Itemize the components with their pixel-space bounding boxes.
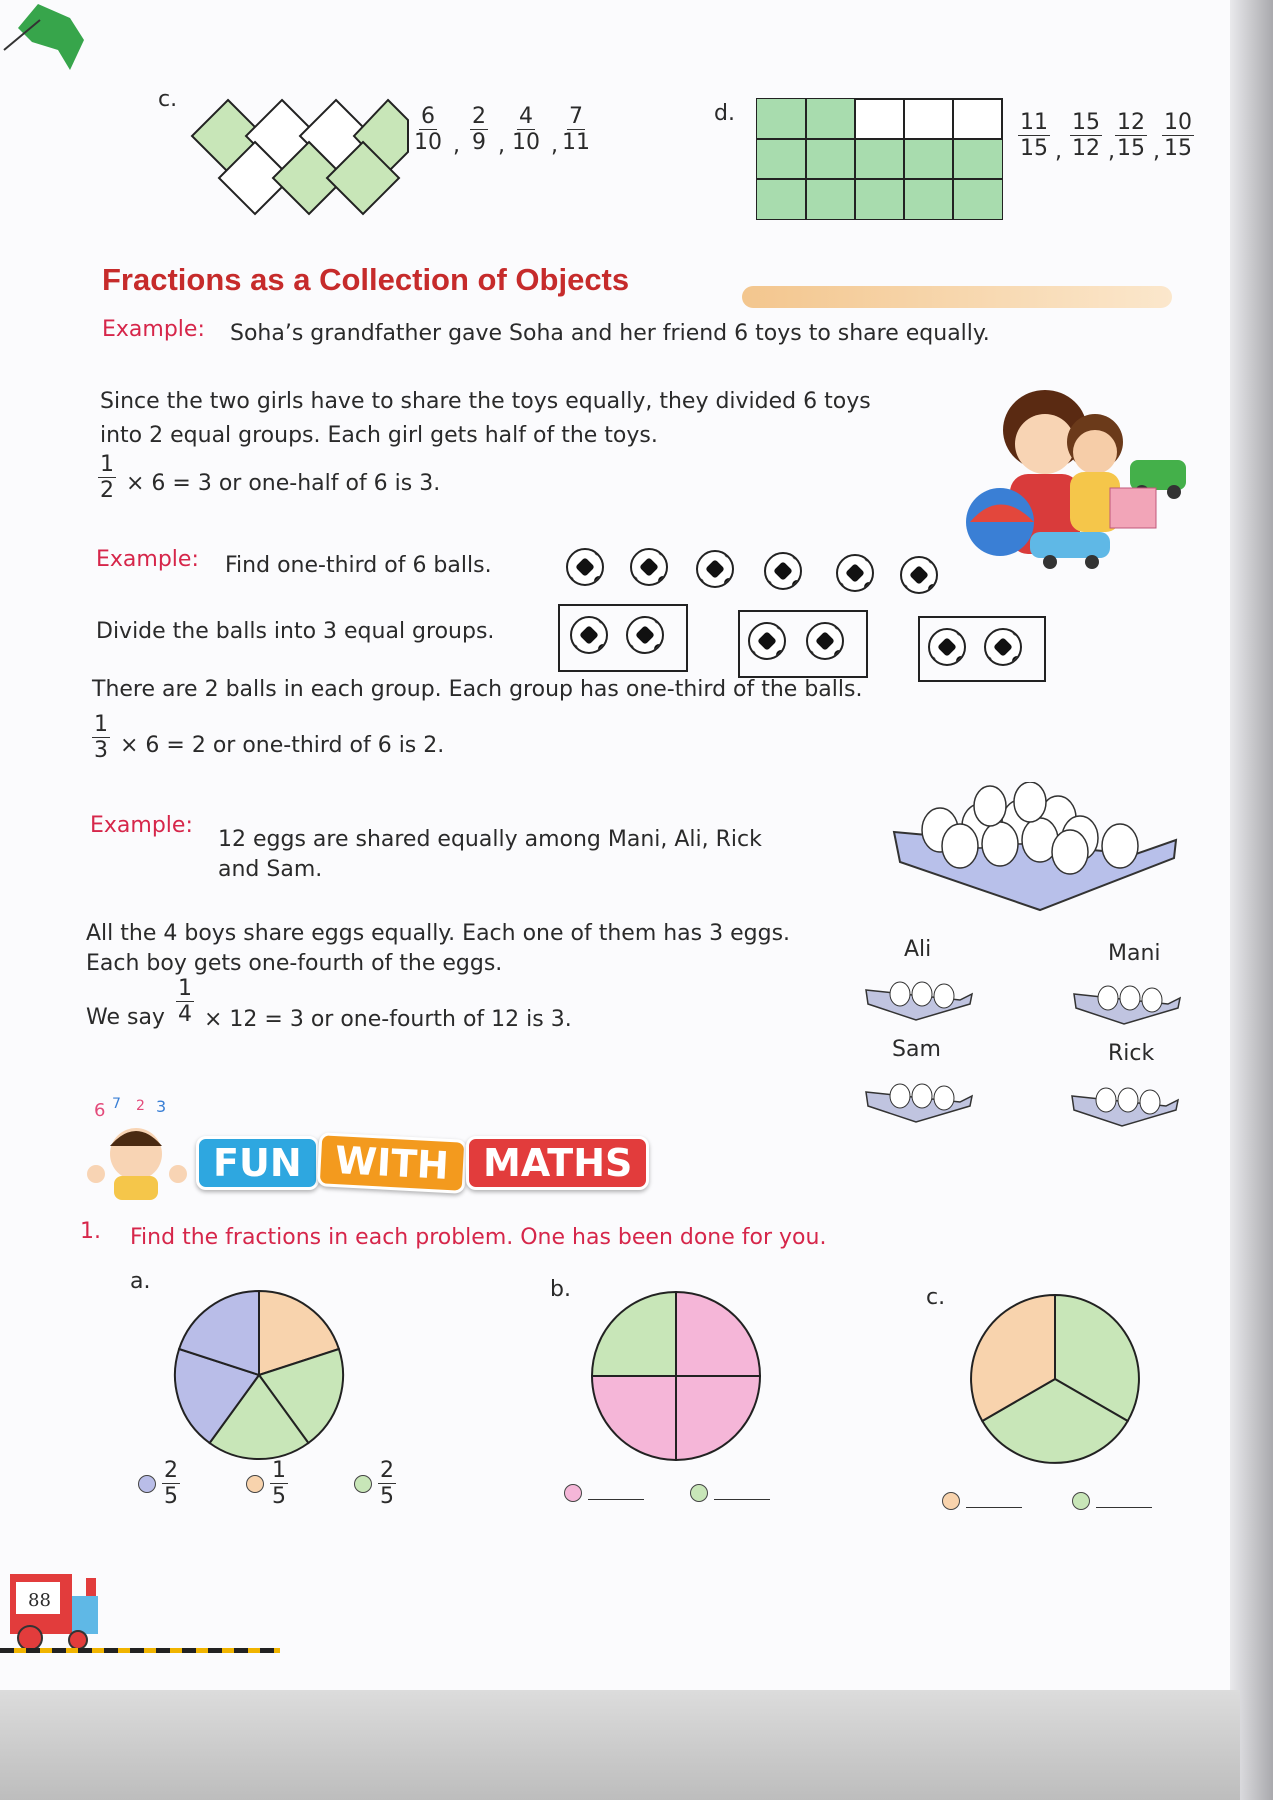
example-line: Since the two girls have to share the toys equally, they divided 6 toys xyxy=(100,389,871,414)
rail-track xyxy=(0,1648,280,1653)
answer-blank[interactable] xyxy=(588,1487,644,1500)
exercise-c-label: c. xyxy=(158,87,178,112)
fraction-one-fourth: $\frac{1}{4}$ xyxy=(178,976,192,1028)
soccer-ball-icon xyxy=(748,622,786,660)
example-result: × 6 = 3 or one-half of 6 is 3. xyxy=(126,471,441,496)
heading-underline xyxy=(742,286,1172,308)
fraction-option: $\frac{15}{12}$ xyxy=(1072,110,1100,162)
boy-name: Sam xyxy=(892,1037,941,1062)
fraction-option: $\frac{4}{10}$ xyxy=(512,104,540,156)
soccer-ball-icon xyxy=(984,628,1022,666)
train-engine-icon xyxy=(6,1564,116,1654)
example-line: Each boy gets one-fourth of the eggs. xyxy=(86,951,503,976)
soccer-ball-icon xyxy=(836,554,874,592)
example-line: into 2 equal groups. Each girl gets half of the toys. xyxy=(100,423,658,448)
small-egg-tray-icon xyxy=(1070,1076,1180,1128)
soccer-ball-icon xyxy=(900,556,938,594)
answer-blank[interactable] xyxy=(714,1487,770,1500)
green-dot-icon xyxy=(354,1475,372,1493)
small-egg-tray-icon xyxy=(864,1072,974,1124)
green-dot-icon xyxy=(1072,1492,1090,1510)
fraction-one-half: $\frac{1}{2}$ xyxy=(100,452,114,504)
svg-text:7: 7 xyxy=(112,1096,121,1112)
egg-tray-icon xyxy=(890,782,1180,912)
example-text: Find one-third of 6 balls. xyxy=(225,553,492,578)
soccer-ball-icon xyxy=(928,628,966,666)
example-line: 12 eggs are shared equally among Mani, Ali, Rick xyxy=(218,827,762,852)
example-label: Example: xyxy=(96,547,199,572)
orange-dot-icon xyxy=(942,1492,960,1510)
boy-name: Mani xyxy=(1108,941,1161,966)
fun-banner-word: MATHS xyxy=(466,1136,649,1190)
book-spine-shadow xyxy=(1230,0,1273,1800)
fraction-option: $\frac{6}{10}$ xyxy=(414,104,442,156)
orange-dot-icon xyxy=(246,1475,264,1493)
diamond-shape-figure xyxy=(190,98,410,216)
answer-option-orange[interactable]: $\frac{1}{5}$ xyxy=(246,1458,288,1510)
fraction-option: $\frac{7}{11}$ xyxy=(562,104,590,156)
pie-b xyxy=(588,1288,764,1464)
example-label: Example: xyxy=(102,317,205,342)
soccer-ball-icon xyxy=(626,616,664,654)
answer-option-green[interactable]: $\frac{2}{5}$ xyxy=(354,1458,396,1510)
small-egg-tray-icon xyxy=(1072,974,1182,1026)
soccer-ball-icon xyxy=(566,548,604,586)
fraction-option: $\frac{11}{15}$ xyxy=(1020,110,1048,162)
answer-option-pink[interactable] xyxy=(564,1484,644,1502)
pink-dot-icon xyxy=(564,1484,582,1502)
answer-option-orange[interactable] xyxy=(942,1492,1022,1510)
svg-text:2: 2 xyxy=(136,1098,145,1114)
fraction-option: $\frac{10}{15}$ xyxy=(1164,110,1192,162)
example-result: × 12 = 3 or one-fourth of 12 is 3. xyxy=(204,1007,572,1032)
example-line: There are 2 balls in each group. Each group has one-third of the balls. xyxy=(92,677,863,702)
girls-with-toys-illustration xyxy=(950,372,1200,582)
boy-name: Ali xyxy=(904,937,932,962)
example-line: Divide the balls into 3 equal groups. xyxy=(96,619,495,644)
soccer-ball-icon xyxy=(806,622,844,660)
answer-option-green[interactable] xyxy=(1072,1492,1152,1510)
part-label: a. xyxy=(130,1269,151,1294)
textbook-page: c. $\frac{6}{10}$ , $\frac{2}{9}$ , $\frac{4}{10}$ , $\frac{7}{11}$ d. $\frac{11}{15}$ , $\frac{15}{12}$ , $\frac{12}{15}$ , $\frac{10}{15}$ Fractions as a Collection of Objects Example: Soha’s grandfather gave Soha and her friend 6 toys to share equally. Since the two girls have to share the toys equally, they divided 6 toys into 2 equal groups. Each girl gets half of the toys. $\frac{1}{2}$ × 6 = 3 or one-half of 6 is 3. Example: Find one-third of 6 balls. Divide the balls into 3 equal groups. There are 2 balls in each group. Each group has one-third of the balls. $\frac{1}{3}$ × 6 = 2 or one-third of 6 is 2. Example: 12 eggs are shared equally among Mani, Ali, Rick and Sam. All the 4 boys share eggs equally. Each one of them has 3 eggs. Each boy gets one-fourth of the eggs. We say $\frac{1}{4}$ × 12 = 3 or one-fourth of 12 is 3. Ali Mani Sam Rick 6 7 2 3 FUN WITH MATHS 1. Find the fractions in each problem. One has been done for you. a. $\frac{2}{5}$ $\frac{1}{5}$ $\frac{2}{5}$ b. c. 88 xyxy=(0,0,1240,1690)
pie-c xyxy=(968,1292,1142,1466)
part-label: b. xyxy=(550,1277,571,1302)
fraction-one-third: $\frac{1}{3}$ xyxy=(94,712,108,764)
soccer-ball-icon xyxy=(764,552,802,590)
page-number: 88 xyxy=(28,1590,51,1611)
example-line: and Sam. xyxy=(218,857,323,882)
boy-name: Rick xyxy=(1108,1041,1155,1066)
answer-blank[interactable] xyxy=(966,1495,1022,1508)
fraction-option: $\frac{2}{9}$ xyxy=(472,104,486,156)
soccer-ball-icon xyxy=(696,550,734,588)
answer-option-green[interactable] xyxy=(690,1484,770,1502)
flag-corner-icon xyxy=(0,0,100,80)
grid-figure xyxy=(756,98,1004,222)
green-dot-icon xyxy=(690,1484,708,1502)
example-label: Example: xyxy=(90,813,193,838)
question-text: Find the fractions in each problem. One has been done for you. xyxy=(130,1225,827,1250)
answer-blank[interactable] xyxy=(1096,1495,1152,1508)
boy-mascot-icon xyxy=(84,1094,192,1204)
soccer-ball-icon xyxy=(630,548,668,586)
we-say-text: We say xyxy=(86,1005,165,1030)
blue-dot-icon xyxy=(138,1475,156,1493)
part-label: c. xyxy=(926,1285,946,1310)
svg-text:6: 6 xyxy=(94,1100,106,1121)
svg-text:3: 3 xyxy=(156,1097,167,1116)
fraction-option: $\frac{12}{15}$ xyxy=(1117,110,1145,162)
fun-banner-word: FUN xyxy=(196,1136,319,1190)
example-line: All the 4 boys share eggs equally. Each one of them has 3 eggs. xyxy=(86,921,791,946)
example-text: Soha’s grandfather gave Soha and her friend 6 toys to share equally. xyxy=(230,321,990,346)
fun-banner-word: WITH xyxy=(317,1132,467,1194)
answer-option-blue[interactable]: $\frac{2}{5}$ xyxy=(138,1458,180,1510)
scanner-background xyxy=(0,1690,1240,1800)
section-title: Fractions as a Collection of Objects xyxy=(102,262,630,297)
small-egg-tray-icon xyxy=(864,970,974,1022)
pie-a xyxy=(172,1288,346,1462)
question-number: 1. xyxy=(80,1219,101,1244)
exercise-d-label: d. xyxy=(714,101,735,126)
soccer-ball-icon xyxy=(570,616,608,654)
example-result: × 6 = 2 or one-third of 6 is 2. xyxy=(120,733,445,758)
